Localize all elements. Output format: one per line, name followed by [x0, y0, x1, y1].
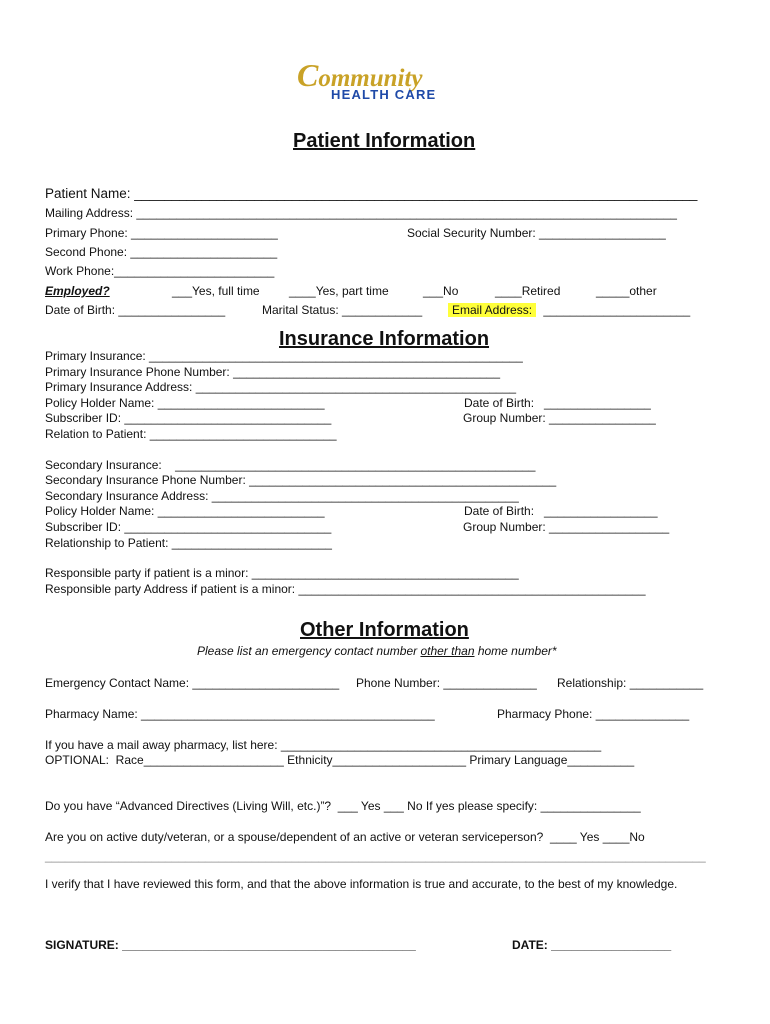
community-health-care-logo — [295, 58, 480, 102]
employed-parttime-option[interactable]: ____Yes, part time — [289, 284, 389, 298]
pharmacy-name-field[interactable]: Pharmacy Name: ____________________________________________ — [45, 707, 435, 721]
page-title: Patient Information — [293, 130, 476, 152]
ssn-field[interactable]: Social Security Number: ___________________ — [407, 226, 666, 240]
primary-phone-field[interactable]: Primary Phone: ______________________ — [45, 226, 278, 240]
work-phone-field[interactable]: Work Phone:________________________ — [45, 264, 275, 278]
secondary-policy-holder-name-field[interactable]: Policy Holder Name: _________________________ — [45, 504, 325, 518]
email-address-field[interactable]: ______________________ — [540, 303, 691, 317]
secondary-date-of-birth-field[interactable]: Date of Birth: _________________ — [464, 504, 658, 518]
emergency-contact-name-field[interactable]: Emergency Contact Name: ______________________ — [45, 676, 340, 690]
secondary-insurance-phone-field[interactable]: Secondary Insurance Phone Number: ______________________________________________ — [45, 473, 557, 487]
note-text-start: Please list an emergency contact number — [197, 644, 421, 658]
logo-word-health-care: HEALTH CARE — [331, 87, 437, 102]
primary-insurance-field[interactable]: Primary Insurance: ________________________________________________________ — [45, 349, 523, 363]
primary-insurance-address-field[interactable]: Primary Insurance Address: ________________________________________________ — [45, 380, 517, 394]
primary-insurance-phone-field[interactable]: Primary Insurance Phone Number: ________________________________________ — [45, 365, 501, 379]
advanced-directives-field[interactable]: Do you have “Advanced Directives (Living Will, etc.)”? ___ Yes ___ No If yes please specify: _______________ — [45, 799, 641, 813]
responsible-party-field[interactable]: Responsible party if patient is a minor: ________________________________________ — [45, 566, 519, 580]
date-of-birth-field[interactable]: Date of Birth: ________________ — [45, 303, 226, 317]
veteran-status-field[interactable]: Are you on active duty/veteran, or a spouse/dependent of an active or veteran serviceperson? ____ Yes ____No — [45, 830, 645, 844]
relationship-to-patient-field[interactable]: Relationship to Patient: ________________________ — [45, 536, 332, 550]
group-number-field[interactable]: Group Number: ________________ — [463, 411, 656, 425]
marital-status-field[interactable]: Marital Status: ____________ — [262, 303, 423, 317]
secondary-subscriber-id-field[interactable]: Subscriber ID: _______________________________ — [45, 520, 332, 534]
signature-field[interactable]: SIGNATURE: ____________________________________________ — [45, 938, 416, 952]
insured-date-of-birth-field[interactable]: Date of Birth: ________________ — [464, 396, 651, 410]
subscriber-id-field[interactable]: Subscriber ID: _______________________________ — [45, 411, 332, 425]
employed-retired-option[interactable]: ____Retired — [495, 284, 561, 298]
employed-fulltime-option[interactable]: ___Yes, full time — [172, 284, 260, 298]
email-address-label: Email Address: — [448, 303, 536, 317]
emergency-contact-note — [197, 645, 557, 657]
second-phone-field[interactable]: Second Phone: ______________________ — [45, 245, 278, 259]
note-text-end: home number* — [474, 644, 557, 658]
responsible-party-address-field[interactable]: Responsible party Address if patient is a minor: ____________________________________________________ — [45, 582, 646, 596]
emergency-relationship-field[interactable]: Relationship: ___________ — [557, 676, 704, 690]
relation-to-patient-field[interactable]: Relation to Patient: ____________________________ — [45, 427, 337, 441]
optional-demographics-field[interactable]: OPTIONAL: Race_____________________ Ethnicity____________________ Primary Language__________ — [45, 753, 635, 767]
section-divider: ___________________________________________________________________________________________________ — [45, 849, 706, 863]
policy-holder-name-field[interactable]: Policy Holder Name: _________________________ — [45, 396, 325, 410]
employed-other-option[interactable]: _____other — [596, 284, 657, 298]
secondary-insurance-field[interactable]: Secondary Insurance: ______________________________________________________ — [45, 458, 536, 472]
emergency-phone-number-field[interactable]: Phone Number: ______________ — [356, 676, 537, 690]
note-text-other-than: other than — [420, 644, 475, 658]
secondary-insurance-address-field[interactable]: Secondary Insurance Address: ______________________________________________ — [45, 489, 519, 503]
date-field[interactable]: DATE: __________________ — [512, 938, 672, 952]
employed-label: Employed? — [45, 284, 110, 298]
pharmacy-phone-field[interactable]: Pharmacy Phone: ______________ — [497, 707, 690, 721]
other-section-title: Other Information — [300, 619, 469, 641]
mailing-address-field[interactable]: Mailing Address: _________________________________________________________________________________ — [45, 206, 677, 220]
mail-away-pharmacy-field[interactable]: If you have a mail away pharmacy, list here: ________________________________________________ — [45, 738, 602, 752]
patient-name-field[interactable]: Patient Name: ___________________________________________________________________________ — [45, 186, 698, 201]
secondary-group-number-field[interactable]: Group Number: __________________ — [463, 520, 670, 534]
verification-statement: I verify that I have reviewed this form, and that the above information is true and accurate, to the best of my knowledge. — [45, 877, 678, 891]
insurance-section-title: Insurance Information — [279, 328, 490, 350]
employed-no-option[interactable]: ___No — [423, 284, 459, 298]
logo-word-community: Community — [297, 58, 423, 93]
